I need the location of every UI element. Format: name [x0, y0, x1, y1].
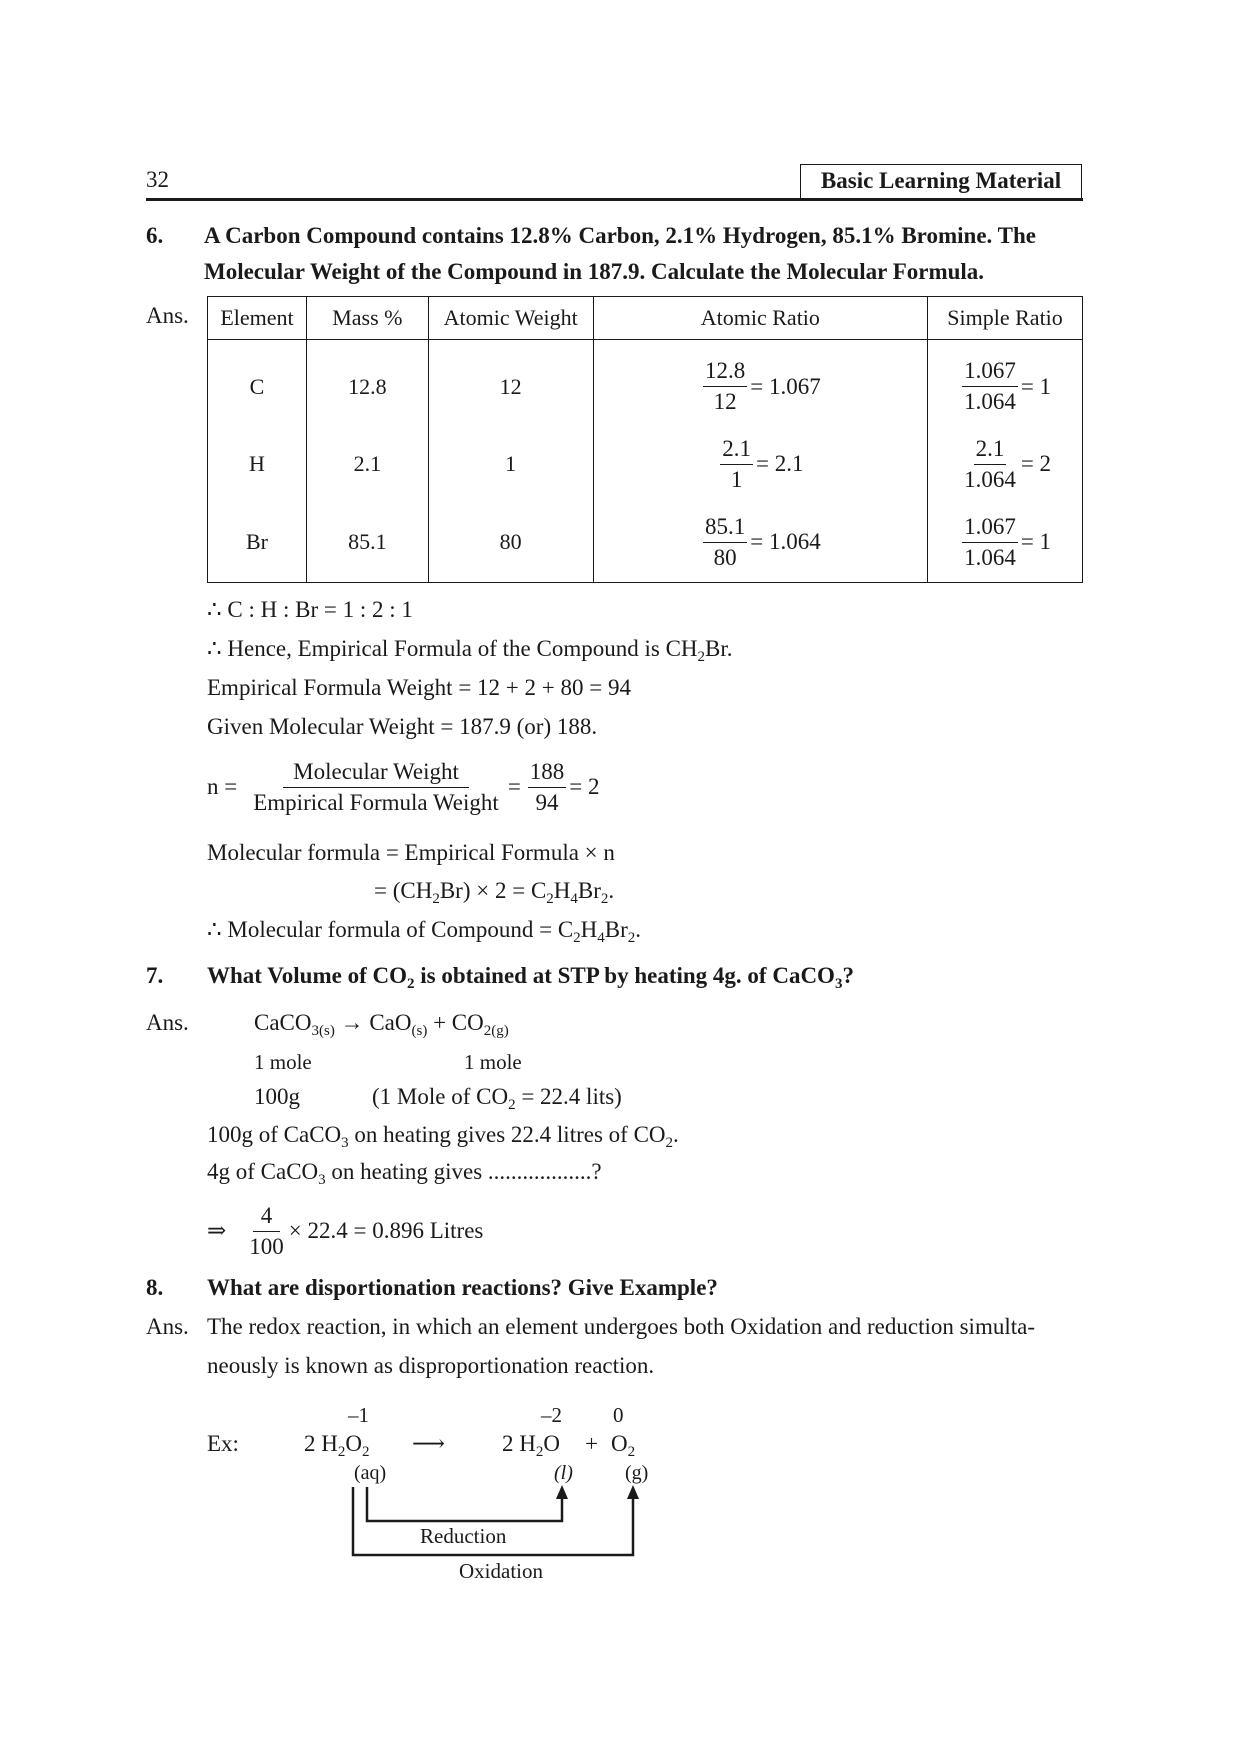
fraction-numerator: 2.1 [974, 436, 1007, 465]
mf-calc-text: Br [577, 878, 601, 903]
q7-result [207, 1200, 483, 1262]
line-text: 100g of CaCO [207, 1122, 342, 1147]
subscript: 2 [362, 1444, 370, 1460]
state-l: (l) [554, 1462, 573, 1484]
subscript: 2 [627, 930, 636, 946]
mf-final-text: ∴ Molecular formula of Compound = C [207, 917, 574, 942]
fraction-value: = 2.1 [755, 451, 804, 476]
fraction-numerator: 188 [528, 759, 567, 788]
fraction-denominator: 80 [713, 544, 737, 570]
element-ratio-table [207, 296, 1083, 583]
subscript: 2 [407, 976, 415, 992]
gmw-line: Given Molecular Weight = 187.9 (or) 188. [207, 714, 598, 739]
mf-final-line [207, 916, 641, 944]
formula-text: O [345, 1431, 362, 1456]
ox-state-h2o: –2 [541, 1403, 562, 1427]
fraction-denominator: 1.064 [964, 466, 1016, 492]
fraction-value: = 1 [1020, 373, 1052, 399]
note-text: = 22.4 lits) [515, 1084, 622, 1109]
q7-line-a [207, 1121, 679, 1149]
fraction-denominator: 1 [730, 466, 743, 492]
oxidation-arrowhead [627, 1485, 639, 1499]
o2-formula [611, 1430, 635, 1458]
fraction-denominator: 12 [713, 389, 737, 415]
col-header-simple-ratio: Simple Ratio [928, 297, 1083, 340]
fraction-denominator: Empirical Formula Weight [253, 789, 499, 815]
q7-text: is obtained at STP by heating 4g. of CaCO [414, 963, 835, 988]
mf-calc-line [374, 877, 614, 905]
subscript: 2 [546, 891, 554, 907]
q7-text: ? [842, 963, 854, 988]
formula-text: 2 H [304, 1431, 338, 1456]
cell-atomic-ratio [593, 503, 928, 583]
cell-element: Br [208, 503, 307, 583]
q7-ans-label: Ans. [146, 1010, 189, 1035]
q7-question [207, 962, 854, 990]
cell-simple-ratio [928, 340, 1083, 426]
table-header-row [208, 297, 1083, 340]
mass-label: 100g [254, 1084, 300, 1109]
ratio-line: ∴ C : H : Br = 1 : 2 : 1 [207, 597, 413, 622]
ex-label: Ex: [207, 1431, 239, 1456]
mole-label-2: 1 mole [464, 1050, 522, 1074]
mole-note [372, 1083, 622, 1111]
col-header-atomic-weight: Atomic Weight [428, 297, 593, 340]
h2o2-formula [304, 1430, 370, 1458]
reaction-text: → CaO [334, 1010, 412, 1035]
cell-atomic-ratio [593, 340, 928, 426]
mole-label-1: 1 mole [254, 1050, 312, 1074]
mf-calc-text: Br) × 2 = C [439, 878, 547, 903]
fraction-numerator: Molecular Weight [283, 759, 469, 788]
col-header-atomic-ratio: Atomic Ratio [593, 297, 928, 340]
empirical-text: ∴ Hence, Empirical Formula of the Compound is CH [207, 636, 698, 661]
subscript: 2(g) [483, 1023, 509, 1039]
header-rule [146, 198, 1083, 201]
table-row [208, 503, 1083, 583]
state-g: (g) [625, 1462, 649, 1484]
mf-final-text: Br [604, 917, 628, 942]
reaction-arrow: ⟶ [412, 1431, 445, 1456]
fraction-numerator: 2.1 [720, 436, 753, 465]
fraction-numerator: 4 [253, 1203, 281, 1232]
q6-ans-label: Ans. [146, 303, 189, 328]
subscript: 3 [341, 1135, 349, 1151]
subscript: 2 [432, 891, 440, 907]
reaction-text: CaCO [254, 1010, 312, 1035]
q8-ans-label: Ans. [146, 1314, 189, 1339]
q6-line2: Molecular Weight of the Compound in 187.9. Calculate the Molecular Formula. [204, 259, 985, 284]
subscript: 2 [600, 891, 609, 907]
col-header-element: Element [208, 297, 307, 340]
header-title-box [800, 164, 1082, 198]
fraction-denominator: 1.064 [964, 389, 1016, 415]
page-number: 32 [146, 167, 169, 192]
fraction-numerator: 12.8 [703, 358, 747, 387]
fraction-value: = 1 [1020, 529, 1052, 555]
fraction-denominator: 1.064 [964, 544, 1016, 570]
fraction-numerator: 1.067 [962, 358, 1018, 387]
cell-simple-ratio [928, 426, 1083, 503]
fraction-denominator: 100 [249, 1233, 284, 1259]
cell-atomic-ratio [593, 426, 928, 503]
cell-element: H [208, 426, 307, 503]
cell-simple-ratio [928, 503, 1083, 583]
equals-sign: = [507, 774, 521, 799]
formula-text: 2 H [502, 1431, 536, 1456]
fraction-value: = 1.064 [750, 529, 821, 555]
cell-mass: 85.1 [306, 503, 428, 583]
subscript: 4 [570, 891, 578, 907]
reaction-text: + CO [427, 1010, 484, 1035]
efw-line: Empirical Formula Weight = 12 + 2 + 80 = 94 [207, 675, 631, 700]
q7-text: What Volume of CO [207, 963, 407, 988]
mf-calc-text: H [553, 878, 571, 903]
fraction-denominator: 94 [535, 789, 559, 815]
oxidation-label: Oxidation [459, 1559, 543, 1583]
table-row [208, 426, 1083, 503]
result-text: × 22.4 = 0.896 Litres [288, 1218, 484, 1243]
h2o-formula [502, 1430, 560, 1458]
cell-mass: 12.8 [306, 340, 428, 426]
empirical-formula-line [207, 635, 733, 663]
q8-question: What are disportionation reactions? Give Example? [207, 1275, 718, 1300]
subscript: 3 [318, 1172, 326, 1188]
q8-answer-line1: The redox reaction, in which an element undergoes both Oxidation and reduction simulta- [207, 1314, 1035, 1339]
formula-text: O [543, 1431, 560, 1456]
n-label: n = [207, 774, 238, 799]
subscript: 2 [665, 1135, 674, 1151]
q8-answer-line2: neously is known as disproportionation reaction. [207, 1353, 655, 1378]
ox-state-h2o2: –1 [348, 1403, 369, 1427]
state-aq: (aq) [354, 1462, 387, 1484]
header-title: Basic Learning Material [820, 168, 1062, 193]
reduction-bracket [367, 1487, 562, 1521]
reaction-equation [254, 1009, 509, 1037]
subscript: 3(s) [311, 1023, 335, 1039]
cell-element: C [208, 340, 307, 426]
cell-atomic-weight: 80 [428, 503, 593, 583]
mf-calc-text: = (CH [374, 878, 433, 903]
mf-final-text: . [635, 917, 642, 942]
subscript: 2 [535, 1444, 544, 1460]
mf-line: Molecular formula = Empirical Formula × n [207, 840, 615, 865]
n-result: = 2 [569, 774, 600, 799]
subscript: 2 [573, 930, 581, 946]
cell-atomic-weight: 1 [428, 426, 593, 503]
q6-line1: A Carbon Compound contains 12.8% Carbon, 2.1% Hydrogen, 85.1% Bromine. The [204, 223, 1036, 248]
subscript: 2 [508, 1097, 516, 1113]
cell-mass: 2.1 [306, 426, 428, 503]
reduction-label: Reduction [420, 1524, 507, 1548]
formula-text: O [611, 1431, 628, 1456]
line-text: . [673, 1122, 679, 1147]
q6-number: 6. [146, 223, 164, 248]
q7-line-b [207, 1158, 602, 1186]
empirical-text-end: Br. [705, 636, 733, 661]
line-text: on heating gives 22.4 litres of CO [348, 1122, 666, 1147]
fraction-numerator: 85.1 [703, 514, 747, 543]
cell-atomic-weight: 12 [428, 340, 593, 426]
fraction-numerator: 1.067 [962, 514, 1018, 543]
fraction-value: = 2 [1020, 451, 1052, 476]
mf-calc-text: . [608, 878, 615, 903]
subscript: 4 [597, 930, 605, 946]
col-header-mass: Mass % [306, 297, 428, 340]
plus-sign: + [585, 1431, 598, 1456]
line-text: on heating gives ..................? [325, 1159, 602, 1184]
subscript: 2 [337, 1444, 346, 1460]
reduction-arrowhead [556, 1485, 568, 1499]
implies-arrow: ⇒ [207, 1218, 227, 1243]
line-text: 4g of CaCO [207, 1159, 319, 1184]
subscript: 2 [697, 649, 706, 665]
n-equation [207, 756, 600, 818]
note-text: (1 Mole of CO [372, 1084, 509, 1109]
q7-number: 7. [146, 963, 164, 988]
mf-final-text: H [580, 917, 598, 942]
table-row [208, 340, 1083, 426]
q8-number: 8. [146, 1275, 164, 1300]
ox-state-o2: 0 [613, 1403, 624, 1427]
subscript: 3 [834, 976, 843, 992]
subscript: 2 [627, 1444, 636, 1460]
fraction-value: = 1.067 [750, 373, 821, 399]
subscript: (s) [411, 1023, 428, 1039]
